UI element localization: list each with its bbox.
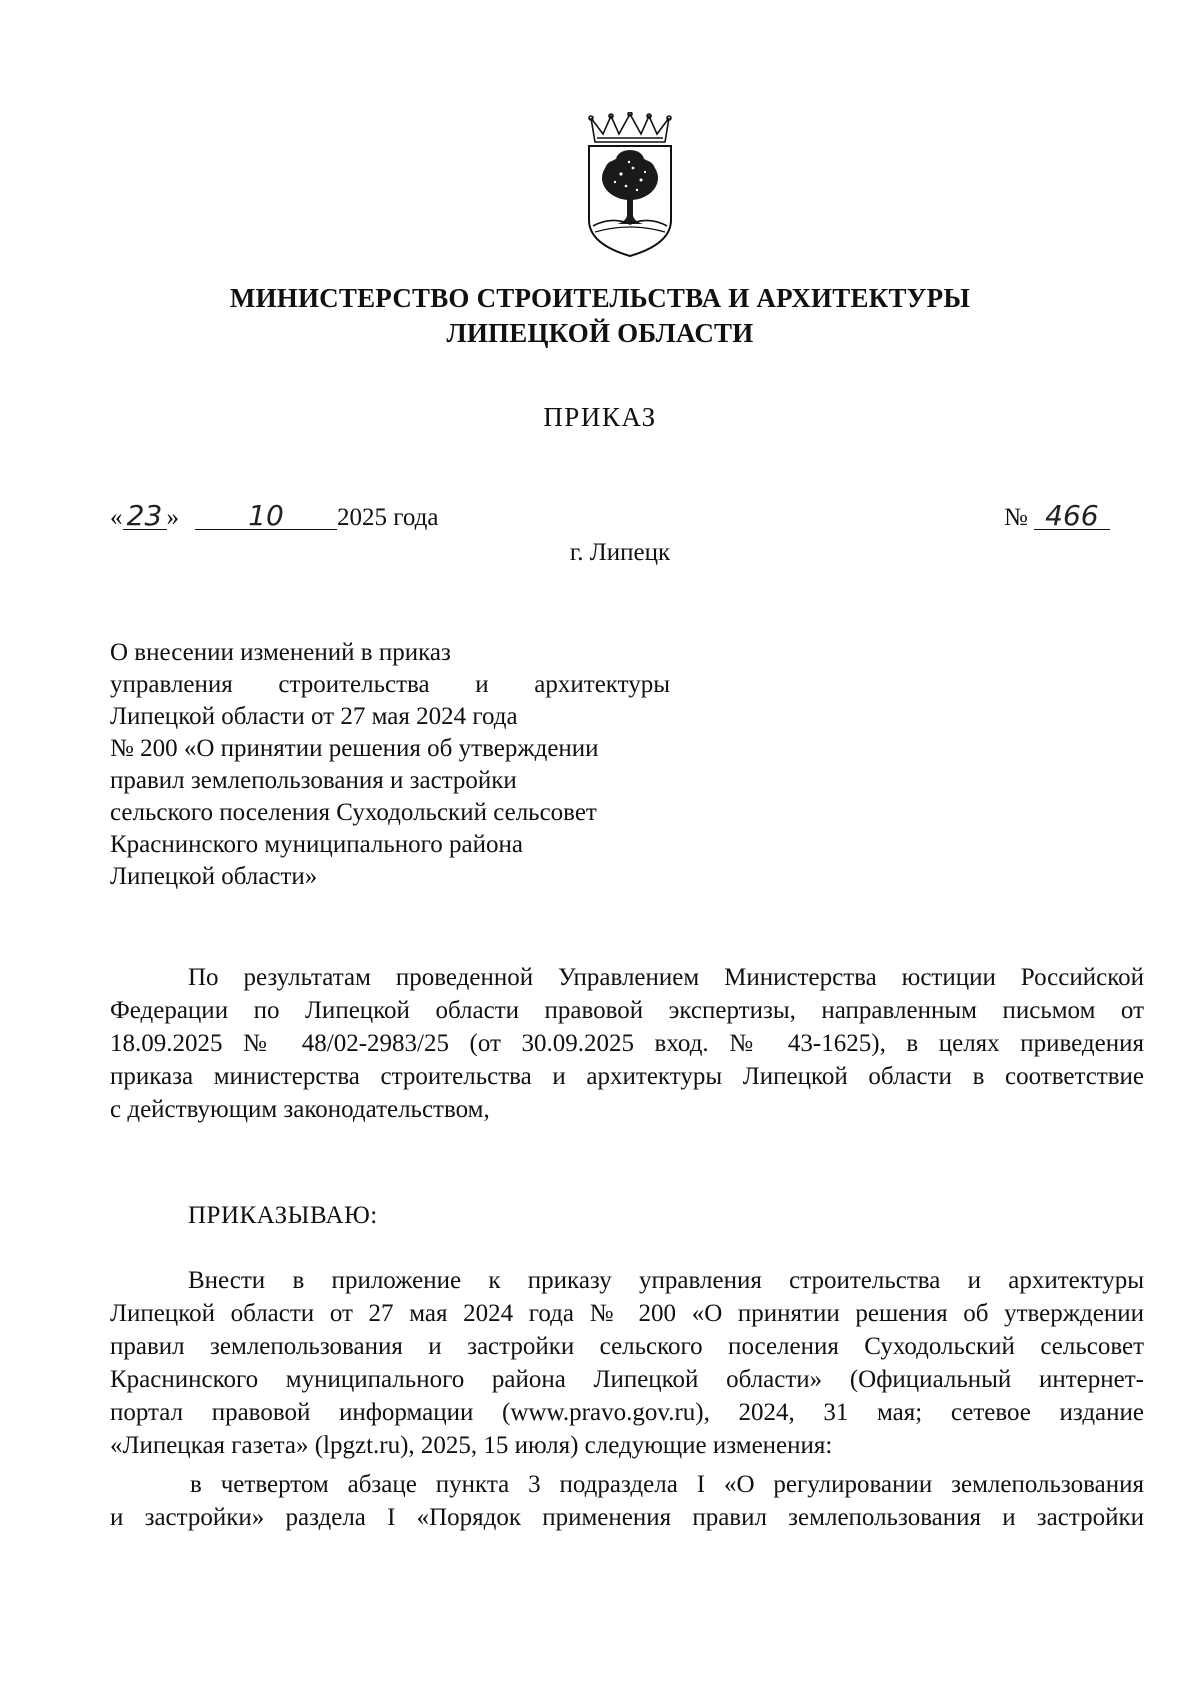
- paragraph-line: Краснинского муниципального района Липецкой области» (Официальный интернет-: [110, 1366, 1144, 1393]
- paragraph-line: 18.09.2025 № 48/02-2983/25 (от 30.09.2025 вход. № 43-1625), в целях приведения: [110, 1030, 1144, 1057]
- number-value: 466: [1034, 503, 1110, 530]
- paragraph-line: с действующим законодательством,: [110, 1096, 490, 1123]
- paragraph-line: в четвертом абзаце пункта 3 подраздела I «О регулировании землепользования: [190, 1471, 1144, 1498]
- orders-heading: ПРИКАЗЫВАЮ:: [188, 1202, 378, 1229]
- paragraph-line: правил землепользования и застройки сельского поселения Суходольский сельсовет: [110, 1333, 1144, 1360]
- paragraph-line: По результатам проведенной Управлением Министерства юстиции Российской: [188, 964, 1144, 991]
- paragraph-line: портал правовой информации (www.pravo.gov.ru), 2024, 31 мая; сетевое издание: [110, 1399, 1144, 1426]
- subject-line: Краснинского муниципального района: [110, 831, 523, 858]
- order-subject: [110, 637, 670, 893]
- paragraph-line: Федерации по Липецкой области правовой экспертизы, направленным письмом от: [110, 997, 1144, 1024]
- paragraph-line: «Липецкая газета» (lpgzt.ru), 2025, 15 июля) следующие изменения:: [110, 1432, 833, 1459]
- coat-of-arms-icon: [581, 112, 679, 258]
- number-label: №: [1004, 504, 1028, 531]
- paragraph-line: Липецкой области от 27 мая 2024 года № 200 «О принятии решения об утверждении: [110, 1300, 1144, 1327]
- clause-paragraph: [110, 1468, 1144, 1534]
- ministry-name-line1: МИНИСТЕРСТВО СТРОИТЕЛЬСТВА И АРХИТЕКТУРЫ: [229, 283, 971, 313]
- subject-line: правил землепользования и застройки: [110, 767, 517, 794]
- date-month: 10: [195, 503, 337, 530]
- order-number: [1004, 499, 1110, 532]
- paragraph-line: и застройки» раздела I «Порядок применения правил землепользования и застройки: [110, 1504, 1144, 1531]
- subject-line: Липецкой области»: [110, 863, 318, 890]
- date-year: 2025 года: [337, 504, 439, 531]
- document-type: ПРИКАЗ: [543, 402, 657, 432]
- preamble-paragraph: [110, 961, 1144, 1126]
- subject-line: Липецкой области от 27 мая 2024 года: [110, 703, 518, 730]
- ministry-name-line2: ЛИПЕЦКОЙ ОБЛАСТИ: [446, 318, 754, 348]
- subject-line: сельского поселения Суходольский сельсовет: [110, 799, 597, 826]
- paragraph-line: приказа министерства строительства и архитектуры Липецкой области в соответствие: [110, 1063, 1144, 1090]
- subject-line: О внесении изменений в приказ: [110, 639, 451, 666]
- city: г. Липецк: [569, 539, 671, 566]
- paragraph-line: Внести в приложение к приказу управления строительства и архитектуры: [188, 1267, 1144, 1294]
- subject-line: № 200 «О принятии решения об утверждении: [110, 735, 599, 762]
- order-date: [110, 499, 439, 532]
- date-day: 23: [123, 503, 167, 530]
- subject-line: управления строительства и архитектуры: [110, 671, 670, 698]
- date-close-quote: »: [166, 504, 179, 531]
- date-open-quote: «: [110, 504, 123, 531]
- clause-paragraph: [110, 1264, 1144, 1462]
